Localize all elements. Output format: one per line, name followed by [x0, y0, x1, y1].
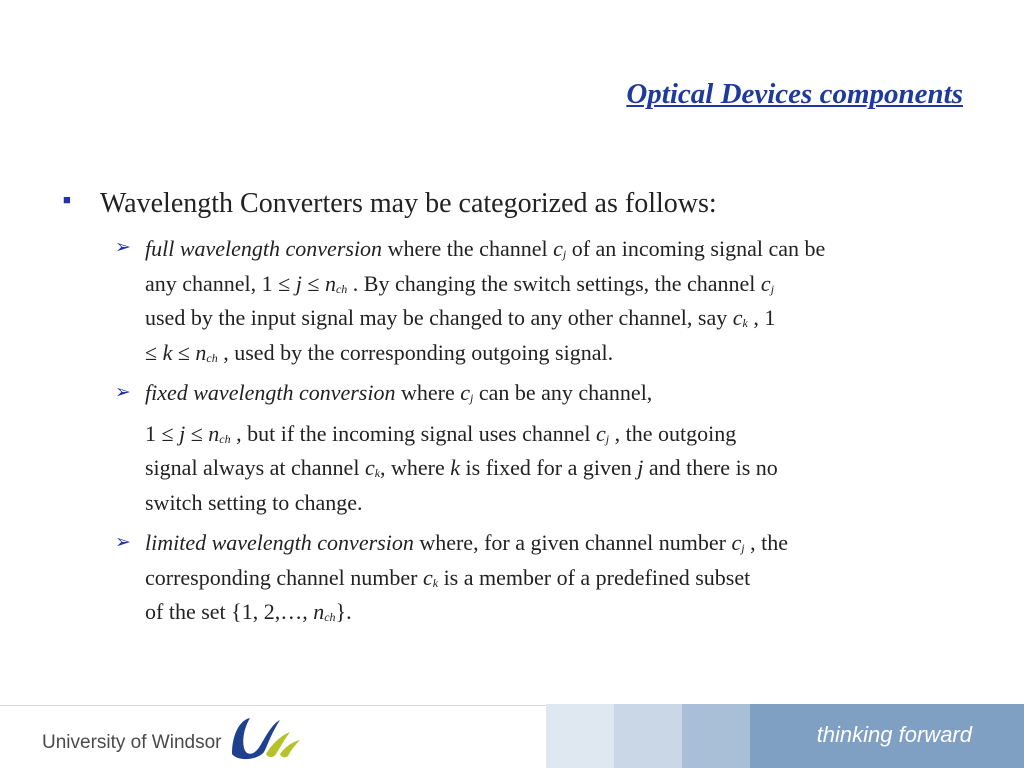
footer-university-name: University of Windsor: [42, 732, 222, 753]
text-line: ≤ $k \le n_{ch}$ , used by the corresponding outgoing signal.: [145, 339, 614, 365]
text-line: of the set {1, 2,…, $n_{ch}$}.: [145, 599, 352, 624]
text-line: fixed wavelength conversion where $c_j$ can be any channel,: [145, 380, 653, 405]
arrow-bullet-icon: ➢: [115, 532, 131, 553]
main-bullet-text: Wavelength Converters may be categorized as follows:: [100, 188, 717, 219]
item-full-conversion: [145, 232, 945, 370]
text-line: corresponding channel number $c_k$ is a member of a predefined subset: [145, 564, 751, 590]
text-line: switch setting to change.: [145, 489, 363, 515]
term-fixed-conversion: fixed wavelength conversion: [145, 380, 396, 405]
uwindsor-wave-logo-icon: [228, 714, 303, 760]
text-line: limited wavelength conversion where, for a given channel number $c_j$ , the: [145, 530, 788, 555]
text-line: $1 \le j \le n_{ch}$ , but if the incoming signal uses channel $c_j$ , the outgoing: [145, 420, 737, 446]
slide-title: Optical Devices components: [626, 78, 963, 110]
item-limited-conversion: [145, 526, 945, 630]
footer-block-3: [682, 704, 750, 768]
footer-slogan: thinking forward: [816, 722, 972, 747]
text-line: signal always at channel $c_k$, where k is fixed for a given j and there is no: [145, 455, 778, 480]
text-line: full wavelength conversion where the channel $c_j$ of an incoming signal can be: [145, 236, 826, 261]
text-line: used by the input signal may be changed to any other channel, say $c_k$ , 1: [145, 305, 776, 330]
arrow-bullet-icon: ➢: [115, 237, 131, 258]
text-line: any channel, $1 \le j \le n_{ch}$ . By changing the switch settings, the channel $c_j$: [145, 270, 775, 296]
square-bullet-icon: ■: [63, 192, 71, 207]
footer-block-2: [614, 704, 682, 768]
footer-block-1: [546, 704, 614, 768]
term-full-conversion: full wavelength conversion: [145, 236, 383, 261]
term-limited-conversion: limited wavelength conversion: [145, 530, 414, 555]
item-fixed-conversion: [145, 376, 945, 520]
arrow-bullet-icon: ➢: [115, 382, 131, 403]
